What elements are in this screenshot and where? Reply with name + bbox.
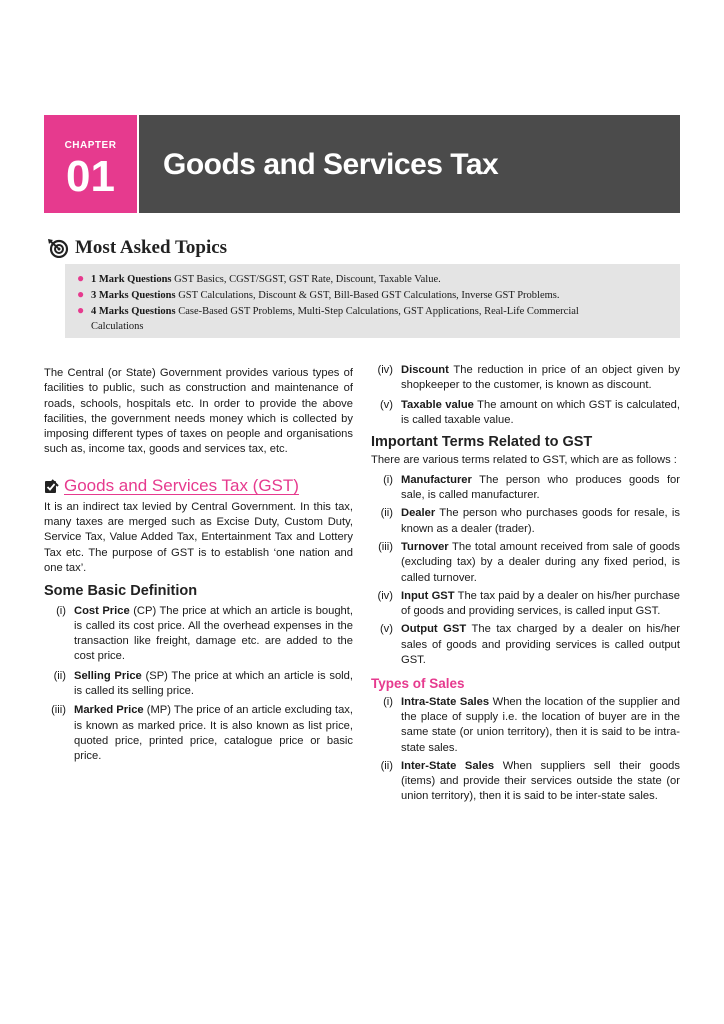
chapter-label: CHAPTER (64, 140, 117, 151)
chapter-badge (44, 115, 137, 213)
chapter-number: 01 (66, 152, 115, 201)
terms-list (371, 473, 680, 669)
list-item: (iv) Discount The reduction in price of an object given by shopkeeper to the customer, is known as discount. (377, 364, 680, 392)
chapter-title: Goods and Services Tax (163, 148, 499, 181)
target-icon (47, 238, 69, 258)
most-asked-box (65, 264, 680, 338)
gst-heading-label: Goods and Services Tax (GST) (64, 476, 299, 496)
most-asked-title: Most Asked Topics (75, 237, 228, 258)
list-item: ● 4 Marks Questions Case-Based GST Problems, Multi-Step Calculations, GST Applications, Real-Life Commercial Calculations (77, 303, 579, 332)
list-item: ● 3 Marks Questions GST Calculations, Discount & GST, Bill-Based GST Calculations, Inverse GST Problems. (77, 287, 560, 301)
list-item: (i) Manufacturer The person who produces goods for sale, is called manufacturer. (383, 473, 680, 502)
list-item: (iii) Marked Price (MP) The price of an article excluding tax, is known as marked price. It is also known as list price, quoted price, printed price, catalogue price or basic price. (51, 704, 353, 763)
list-item: (ii) Selling Price (SP) The price at which an article is sold, is called its selling price. (53, 669, 353, 698)
gst-paragraph: It is an indirect tax levied by Central Government. In this tax, many taxes are merged such as Excise Duty, Custom Duty, Service Tax, Value Added Tax, Entertainment Tax and Lottery Tax etc. The purpose of GST is to establish ‘one nation and one tax’. (44, 500, 353, 574)
list-item: (i) Intra-State Sales When the location of the supplier and the place of supply i.e. the location of buyer are in the same state (or union territory), then it is said to be intra-state sales. (383, 695, 680, 754)
checklist-icon (44, 478, 60, 494)
definition-list-continued (371, 363, 680, 428)
terms-intro: There are various terms related to GST, which are as follows : (371, 454, 677, 467)
list-item: (v) Taxable value The amount on which GST is calculated, is called taxable value. (379, 398, 680, 426)
bullet-icon: ● (77, 271, 85, 285)
intro-paragraph: The Central (or State) Government provides various types of facilities to public, such as construction and maintenance of roads, schools, hospitals etc. In order to provide the above facilities, the government needs money which is collected by imposing different types of taxes on people and organisations such as, income tax, goods and services tax, etc. (44, 367, 353, 456)
list-item: (iv) Input GST The tax paid by a dealer on his/her purchase of goods and providing services, is called input GST. (377, 589, 680, 618)
list-item: (i) Cost Price (CP) The price at which an article is bought, is called its cost price. All the overhead expenses in the transaction like freight, damage etc. are added to the cost price. (56, 604, 353, 663)
bullet-icon: ● (77, 287, 85, 301)
right-column (371, 363, 680, 805)
sales-list (371, 695, 680, 805)
definition-list (44, 604, 353, 765)
types-of-sales-heading: Types of Sales (371, 676, 465, 692)
list-item: (iii) Turnover The total amount received from sale of goods (excluding tax) by a dealer during any fixed period, is called turnover. (378, 540, 680, 584)
gst-heading (44, 478, 353, 494)
bullet-icon: ● (77, 303, 85, 317)
left-column (44, 366, 353, 765)
chapter-title-bar (139, 115, 680, 213)
list-item: (ii) Inter-State Sales When suppliers sell their goods (items) and provide their services outside the state (or union territory), then it is said to be inter-state sales. (380, 759, 681, 803)
basic-definition-heading: Some Basic Definition (44, 583, 198, 600)
list-item: (ii) Dealer The person who purchases goods for resale, is known as a dealer (trader). (380, 507, 680, 535)
most-asked-header (47, 237, 227, 259)
terms-heading: Important Terms Related to GST (371, 434, 593, 451)
list-item: ● 1 Mark Questions GST Basics, CGST/SGST, GST Rate, Discount, Taxable Value. (77, 271, 441, 285)
list-item: (v) Output GST The tax charged by a dealer on his/her sales of goods and providing services is called output GST. (379, 623, 680, 667)
